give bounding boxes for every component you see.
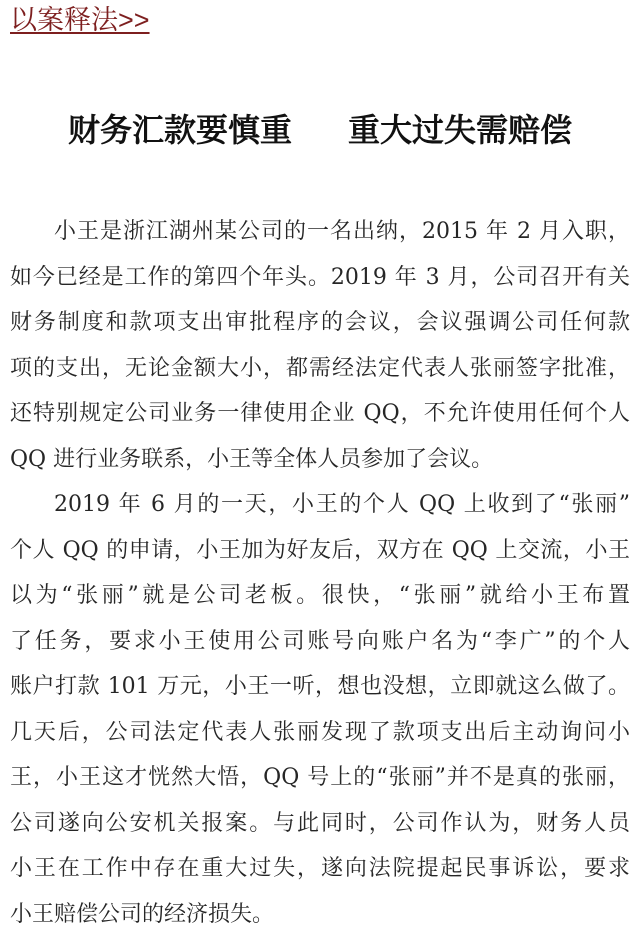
paragraph-line: 2019 年 6 月的一天，小王的个人 QQ 上收到了“张丽” (54, 492, 630, 517)
paragraph-line: 公司遂向公安机关报案。与此同时，公司作认为，财务人员 (10, 810, 630, 836)
paragraph-line: 小王赔偿公司的经济损失。 (10, 901, 275, 927)
paragraph-line: 如今已经是工作的第四个年头。2019 年 3 月，公司召开有关 (10, 264, 630, 290)
paragraph-line: 几天后，公司法定代表人张丽发现了款项支出后主动询问小 (10, 719, 630, 745)
section-header (10, 0, 150, 40)
paragraph-line: 王，小王这才恍然大悟，QQ 号上的“张丽”并不是真的张丽， (10, 765, 630, 790)
title-part-left: 财务汇款要慎重 (67, 112, 292, 148)
case-law-link[interactable]: 以案释法>> (10, 5, 150, 35)
paragraph-line: 个人 QQ 的申请，小王加为好友后，双方在 QQ 上交流，小王 (10, 537, 630, 563)
paragraph-line: 以为“张丽”就是公司老板。很快，“张丽”就给小王布置 (10, 583, 630, 608)
paragraph (10, 482, 630, 937)
article-body (10, 209, 630, 937)
article-title (0, 110, 640, 150)
paragraph-line: 小王在工作中存在重大过失，遂向法院提起民事诉讼，要求 (10, 856, 630, 881)
paragraph-line: 小王是浙江湖州某公司的一名出纳，2015 年 2 月入职， (54, 219, 630, 244)
title-part-right: 重大过失需赔偿 (348, 112, 573, 148)
paragraph (10, 209, 630, 482)
paragraph-line: 财务制度和款项支出审批程序的会议，会议强调公司任何款 (10, 310, 630, 335)
paragraph-line: 还特别规定公司业务一律使用企业 QQ，不允许使用任何个人 (10, 401, 630, 426)
paragraph-line: 了任务，要求小王使用公司账号向账户名为“李广”的个人 (10, 628, 630, 654)
paragraph-line: QQ 进行业务联系，小王等全体人员参加了会议。 (10, 446, 494, 472)
paragraph-line: 账户打款 101 万元，小王一听，想也没想，立即就这么做了。 (10, 674, 630, 699)
paragraph-line: 项的支出，无论金额大小，都需经法定代表人张丽签字批准， (10, 355, 630, 381)
